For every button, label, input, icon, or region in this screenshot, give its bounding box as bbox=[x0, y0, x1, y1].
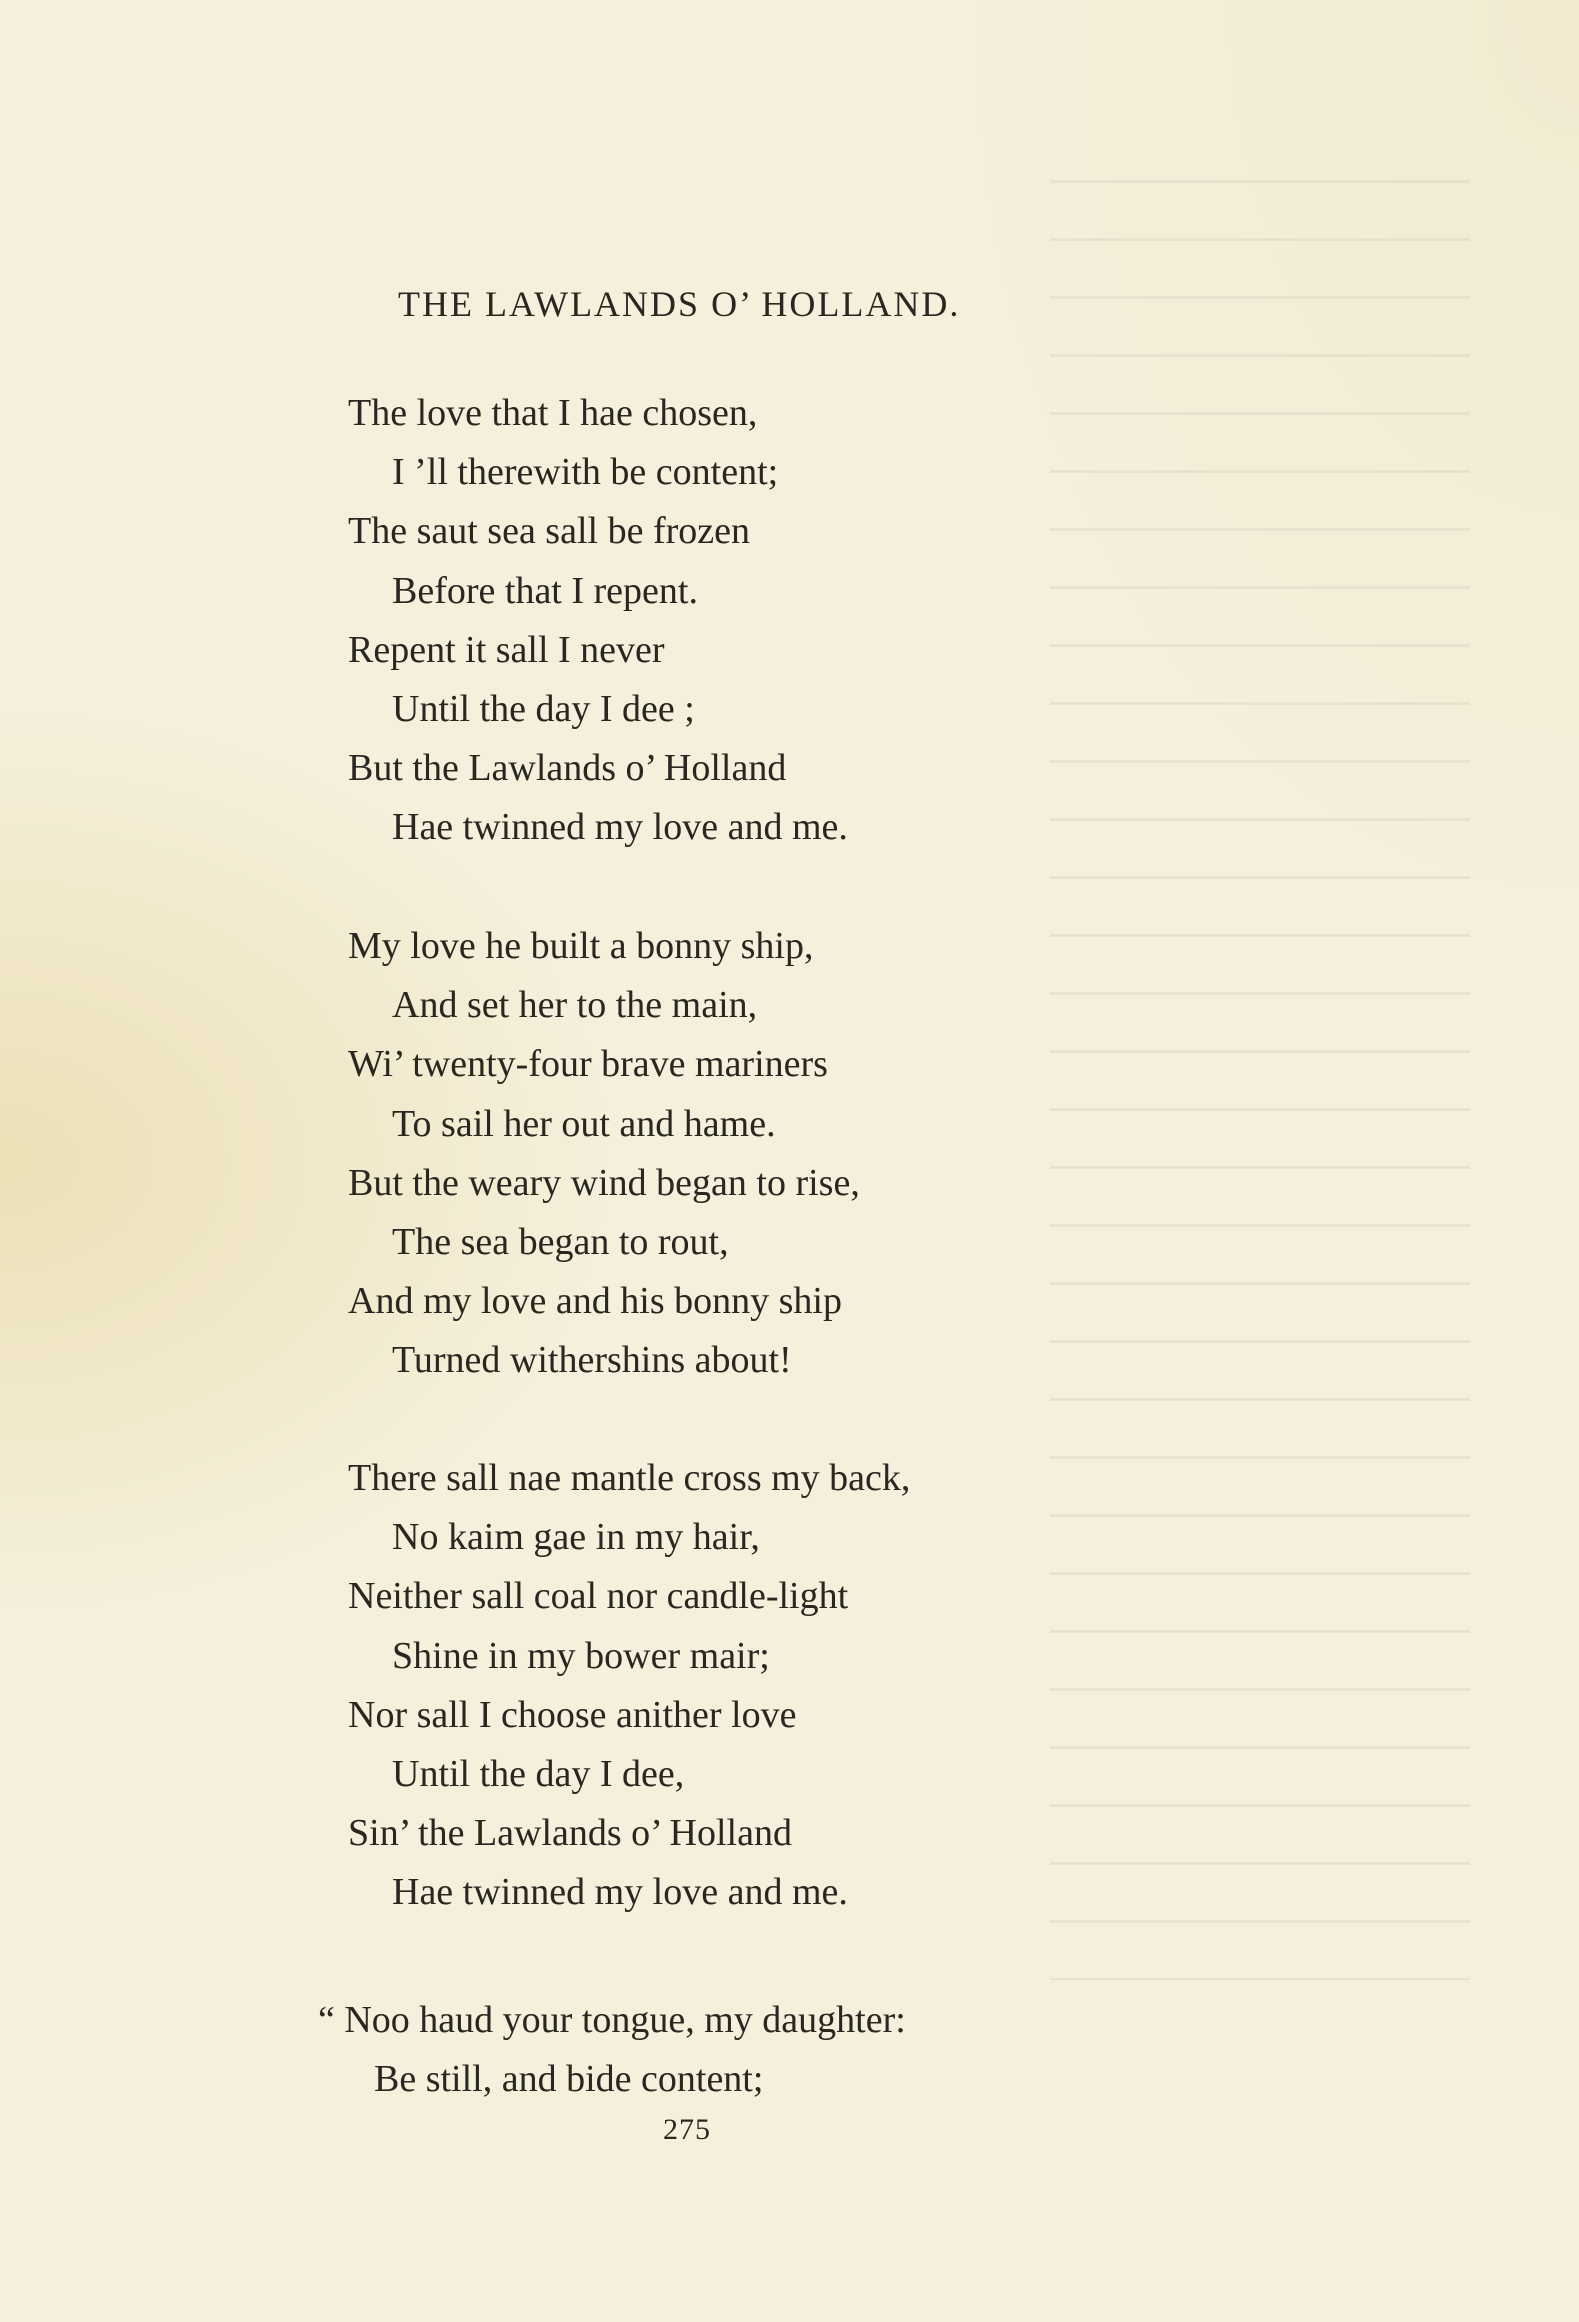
poem-line: Until the day I dee ; bbox=[392, 687, 695, 730]
poem-line: Shine in my bower mair; bbox=[392, 1634, 770, 1677]
poem-line: There sall nae mantle cross my back, bbox=[348, 1457, 911, 1499]
poem-line: Before that I repent. bbox=[392, 569, 698, 612]
poem-line: Nor sall I choose anither love bbox=[348, 1693, 797, 1736]
poem-line: “ Noo haud your tongue, my daughter: bbox=[318, 1999, 906, 2041]
poem-line: Sin’ the Lawlands o’ Holland bbox=[348, 1812, 792, 1855]
poem-line: Neither sall coal nor candle-light bbox=[348, 1575, 849, 1618]
stanza-1 bbox=[348, 384, 1348, 858]
stanza-4 bbox=[318, 1991, 1318, 2109]
poem-line: The sea began to rout, bbox=[392, 1220, 729, 1263]
poem-line: But the Lawlands o’ Holland bbox=[348, 747, 787, 790]
poem-line: The saut sea sall be frozen bbox=[348, 510, 750, 553]
poem-line: My love he built a bonny ship, bbox=[348, 925, 814, 967]
poem-line: The love that I hae chosen, bbox=[348, 392, 758, 434]
poem-line: I ’ll therewith be content; bbox=[392, 451, 779, 494]
stanza-2 bbox=[348, 917, 1348, 1391]
poem-line: To sail her out and hame. bbox=[392, 1102, 776, 1145]
poem-line: And set her to the main, bbox=[392, 984, 758, 1027]
poem-line: Until the day I dee, bbox=[392, 1752, 685, 1795]
poem-line: But the weary wind began to rise, bbox=[348, 1161, 860, 1204]
poem-line: And my love and his bonny ship bbox=[348, 1280, 842, 1323]
poem-line: Hae twinned my love and me. bbox=[392, 806, 848, 849]
page-number: 275 bbox=[663, 2113, 711, 2146]
poem-line: Hae twinned my love and me. bbox=[392, 1871, 848, 1914]
poem-title: THE LAWLANDS O’ HOLLAND. bbox=[398, 284, 961, 324]
poem-line: Repent it sall I never bbox=[348, 628, 665, 671]
poem-line: Turned withershins about! bbox=[392, 1339, 792, 1382]
stanza-3 bbox=[348, 1449, 1348, 1923]
poem-line: No kaim gae in my hair, bbox=[392, 1516, 760, 1559]
poem-line: Wi’ twenty-four brave mariners bbox=[348, 1043, 828, 1086]
poem-line: Be still, and bide content; bbox=[374, 2058, 764, 2101]
